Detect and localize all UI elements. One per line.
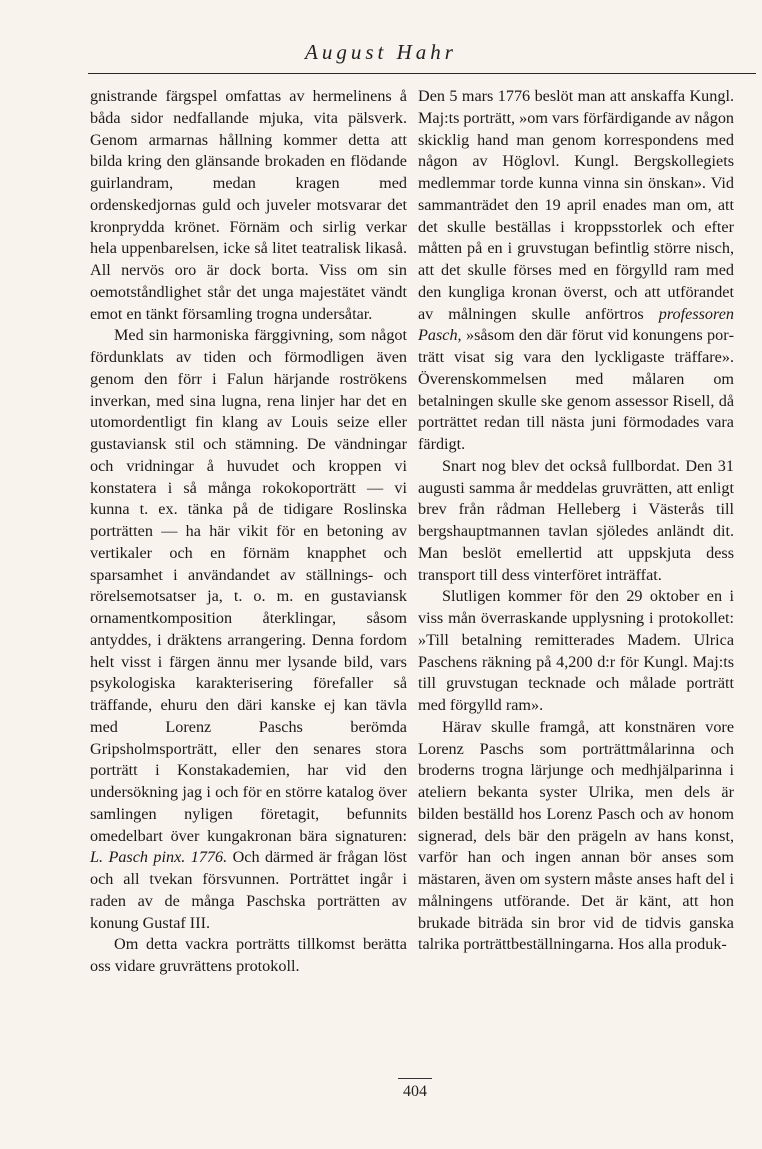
signature-quote: L. Pasch pinx. 1776. — [90, 848, 228, 867]
left-column — [90, 86, 407, 978]
professor-name-italic: professoren Pasch, — [418, 304, 734, 345]
running-head: August Hahr — [305, 40, 457, 64]
right-paragraph-2: Snart nog blev det också fullbordat. Den 31 augusti samma år meddelas gruvrätten, att enligt brev från rådman Helleberg i Västerås till bergshauptmannen tavlan sjöledes anländt dit. Man beslöt emellertid att uppskjuta dess transport till dess vinterföret inträffat. — [418, 456, 734, 584]
left-paragraph-2-text-a: Med sin harmoniska färggivning, som något fördunklats av tiden och förmodligen även genom den förr i Falun härjande roströkens inverkan, med sina lugna, rena linjer har det en utomordentligt fin klang av Louis seize eller gustaviansk stil och stämning. De vändningar och vridningar å huvudet och kroppen vi konstatera i så många rokokoporträtt — vi kunna t. ex. tänka på de tidigare Roslinska porträtten — ha här vikit för en betoning av vertikaler och en förnäm knapphet och sparsamhet i användandet av ställnings- och rörelsemotsatser ja, t. o. m. en gustaviansk ornamentkomposition återklingar, såsom antyddes, i dräktens arrangering. Denna fordom helt visst i färgen ännu mer lysande bild, vars psykologiska karakterisering förefaller så träffande, ehuru den däri kanske ej kan tävla med Lorenz Paschs berömda Gripsholmsporträtt, eller den senares stora porträtt i Konstakademien, har vid den undersökning jag i och för en större katalog över samlingen nyligen företagit, befunnits omedelbart över kungakronan bära signaturen: — [90, 326, 407, 845]
right-column — [418, 86, 734, 956]
right-paragraph-1-text-b: »såsom den där förut vid konungens porträtt visat sig vara den lyckligaste träffare». Överenskommelsen med målaren om betalningen skulle ske genom assessor Risell, då porträttet redan till nästa juni förmodades vara färdigt. — [418, 326, 734, 453]
left-paragraph-2-text-b: Och därmed är frågan löst och all tvekan försvunnen. Porträttet ingår i raden av de många Paschska porträtten av konung Gustaf III. — [90, 848, 408, 932]
header-rule — [88, 73, 756, 74]
left-paragraph-3: Om detta vackra porträtts tillkomst berätta oss vidare gruvrättens protokoll. — [90, 935, 407, 975]
left-paragraph-2 — [90, 325, 407, 934]
folio-rule — [398, 1078, 432, 1079]
right-paragraph-4: Härav skulle framgå, att konstnären vore Lorenz Paschs som porträttmålarinna och broderns trogna lärjunge och medhjälparinna i ateliern bekanta syster Ulrika, men dels är bilden beställd hos Lorenz Pasch och av honom signerad, dels bär den prägeln av hans konst, varför han och ingen annan bör anses som mästaren, även om systern måste anses haft del i målningens utförande. Det är känt, att hon brukade biträda sin bror vid de tidvis ganska talrika porträttbeställningarna. Hos alla produk- — [418, 717, 734, 954]
right-paragraph-1-text-a: Den 5 mars 1776 beslöt man att anskaffa Kungl. Maj:ts porträtt, »om vars förfärdigande av någon skicklig hand man genom korrespondens med någon av Höglovl. Kungl. Bergskollegiets medlemmar torde kunna vinna sin önskan». Vid sammanträdet den 19 april enades man om, att det skulle beställas i kroppsstorlek och efter måtten på en i gruvstugan befintlig större nisch, att det skulle förses med en förgylld ram med den kungliga kronan överst, och att utförandet av målningen skulle anförtros — [418, 87, 735, 323]
page-number: 404 — [403, 1083, 427, 1100]
left-paragraph-1: gnistrande färgspel omfattas av hermelinens å båda sidor nedfallande mjuka, vita pälsverk. Genom armarnas hållning kommer detta att bilda kring den glänsande brokaden en flödande guirlandram, medan kragen med ordenskedjornas guld och juveler motsvarar det kronprydda krönet. Förnäm och sirlig verkar hela uppenbarelsen, icke så litet teatralisk likaså. All nervös oro är dock borta. Viss om sin oemotståndlighet står det unga majestätet vändt emot en tänkt församling trogna undersåtar. — [90, 87, 407, 323]
right-paragraph-1 — [418, 86, 734, 456]
right-paragraph-3: Slutligen kommer för den 29 oktober en i viss mån överraskande upplysning i protokollet: »Till betalning remitterades Madem. Ulrica Paschens räkning på 4,200 d:r för Kungl. Maj:ts till gruvstugan tecknade och målade porträtt med förgylld ram». — [418, 587, 734, 714]
